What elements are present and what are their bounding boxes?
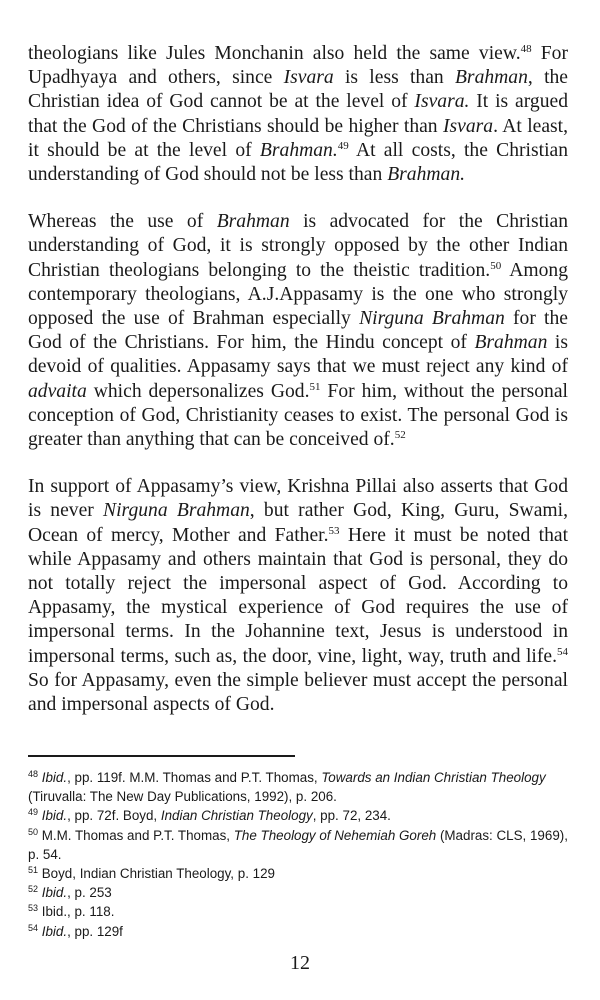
- italic-term: Brahman: [454, 67, 528, 89]
- italic-term: Brahman.: [387, 164, 466, 186]
- italic-term: Isvara: [442, 115, 494, 137]
- footnote-ref: 51: [309, 380, 321, 393]
- footnote-ref: 52: [394, 429, 406, 442]
- italic-term: Ibid.: [41, 923, 68, 939]
- footnote-ref: 54: [557, 645, 568, 658]
- paragraph-3: In support of Appasamy’s view, Krishna Pillai also asserts that God is never Nirguna Brahman, but rather God, King, Guru, Swami, Ocean of mercy, Mother and Father.$^{53}$ Here it must be noted that while Appasamy and others maintain that God is personal, they do not totally reject the impersonal aspect of God. According to Appasamy, the mystical experience of God requires the use of impersonal terms. In the Johannine text, Jesus is understood in impersonal terms, such as, the door, vine, light, way, truth and life.$^{54}$ So for Appasamy, even the simple believer must accept the personal and impersonal aspects of God.: [28, 476, 569, 716]
- italic-term: Isvara: [283, 67, 334, 89]
- footnote-ref: 54: [28, 922, 39, 933]
- italic-term: Brahman: [216, 211, 290, 233]
- footnote-ref: 53: [28, 903, 39, 914]
- italic-term: Indian Christian Theology: [160, 808, 313, 824]
- paragraph-2: Whereas the use of Brahman is advocated for the Christian understanding of God, it is strongly opposed by the other Indian Christian theologians belonging to the theistic tradition.$^{50}$ Among contemporary theologians, A.J.Appasamy is the one who strongly opposed the use of Brahman especially Nirguna Brahman for the God of the Christians. For him, the Hindu concept of Brahman is devoid of qualities. Appasamy says that we must reject any kind of advaita which depersonalizes God.$^{51}$ For him, without the personal conception of God, Christianity ceases to exist. The personal God is greater than anything that can be conceived of.$^{52}$: [28, 211, 568, 451]
- footnote-separator: [28, 755, 295, 757]
- italic-term: Ibid.: [41, 808, 68, 824]
- footnote-ref: 48: [520, 43, 532, 55]
- footnotes: [28, 768, 573, 941]
- paragraph-1: theologians like Jules Monchanin also held the same view.$^{48}$ For Upadhyaya and others, since Isvara is less than Brahman, the Christian idea of God cannot be at the level of Isvara. It is argued that the God of the Christians should be higher than Isvara. At least, it should be at the level of Brahman.$^{49}$ At all costs, the Christian understanding of God should not be less than Brahman.: [28, 43, 569, 186]
- body-text: [28, 42, 568, 740]
- italic-term: Nirguna Brahman: [359, 308, 505, 330]
- footnote-50: $^{50}$ M.M. Thomas and P.T. Thomas, The Theology of Nehemiah Goreh (Madras: CLS, 1969), p. 54.: [28, 826, 568, 862]
- footnote-52: $^{52}$ Ibid., p. 253: [28, 884, 112, 901]
- italic-term: Ibid.: [41, 885, 68, 901]
- page-number: 12: [290, 952, 310, 974]
- footnote-51: $^{51}$ Boyd, Indian Christian Theology, p. 129: [28, 865, 275, 882]
- italic-term: Ibid.: [41, 770, 68, 785]
- italic-term: Isvara.: [414, 91, 470, 113]
- footnote-54: $^{54}$ Ibid., pp. 129f: [28, 922, 123, 939]
- footnote-49: $^{49}$ Ibid., pp. 72f. Boyd, Indian Christian Theology, pp. 72, 234.: [28, 807, 391, 824]
- footnote-ref: 50: [490, 259, 502, 272]
- footnote-ref: 52: [28, 884, 39, 895]
- italic-term: The Theology of Nehemiah Goreh: [233, 827, 437, 843]
- italic-term: Nirguna Brahman: [103, 500, 250, 522]
- italic-term: Brahman: [474, 332, 548, 354]
- footnote-ref: 53: [328, 524, 340, 537]
- italic-term: Towards an Indian Christian Theology: [321, 770, 546, 785]
- footnote-ref: 49: [337, 139, 349, 152]
- footnote-ref: 48: [28, 769, 39, 779]
- footnote-ref: 51: [28, 865, 39, 876]
- footnote-ref: 49: [28, 807, 39, 818]
- footnote-48: $^{48}$ Ibid., pp. 119f. M.M. Thomas and P.T. Thomas, Towards an Indian Christian Theology (Tiruvalla: The New Day Publications, 1992), p. 206.: [28, 769, 546, 805]
- italic-term: Brahman.: [259, 139, 338, 161]
- footnote-53: $^{53}$ Ibid., p. 118.: [28, 903, 115, 920]
- italic-term: advaita: [28, 380, 87, 402]
- footnote-ref: 50: [28, 826, 39, 837]
